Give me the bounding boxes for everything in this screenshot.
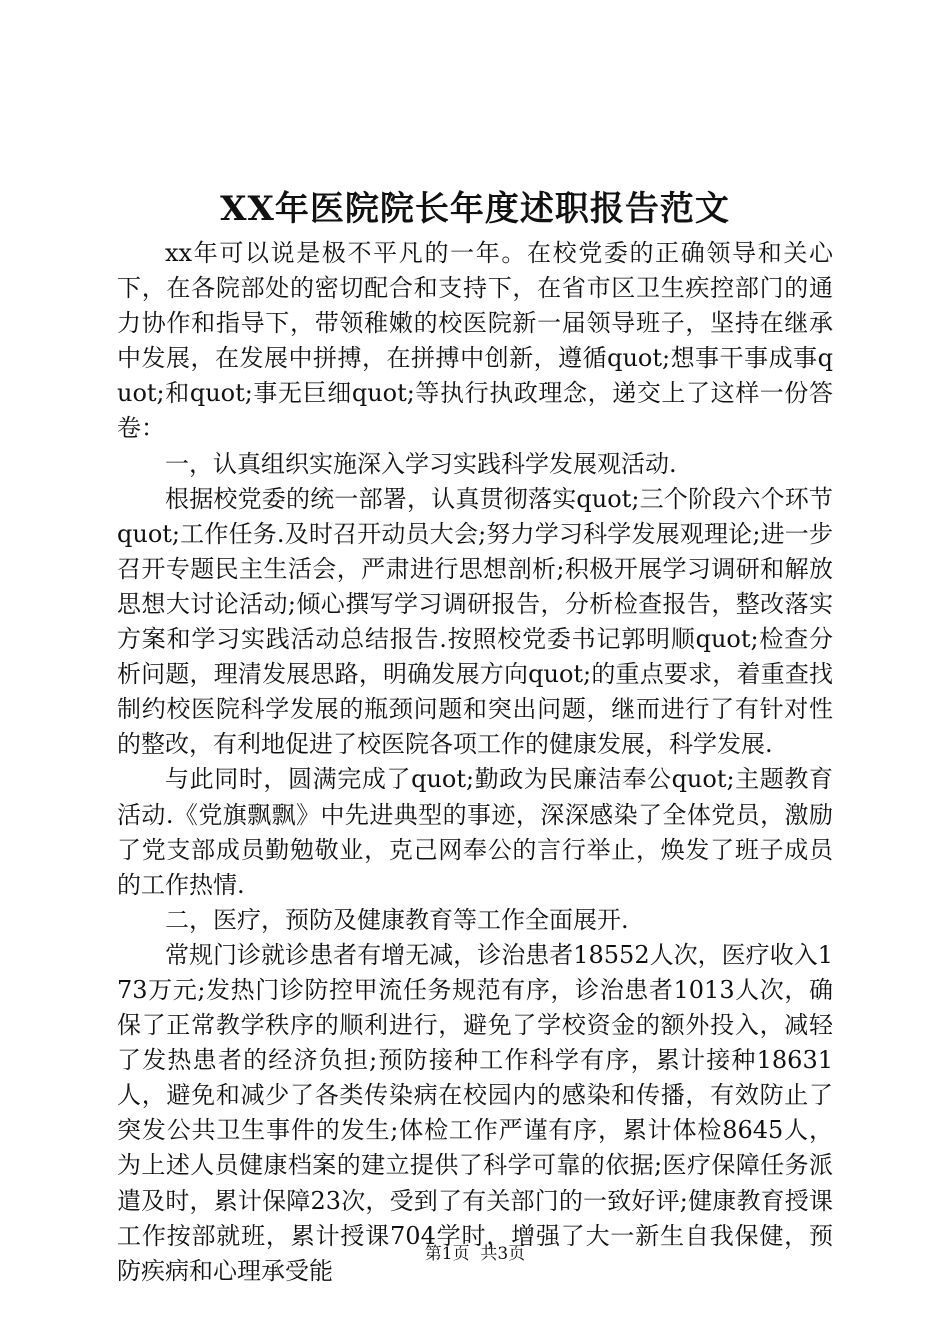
paragraph-education-activity: 与此同时，圆满完成了quot;勤政为民廉洁奉公quot;主题教育活动.《党旗飘飘》中先进典型的事迹，深深感染了全体党员，激励了党支部成员勤勉敬业，克己网奉公的言行举止，焕发了班子成员的工作热情.: [117, 765, 833, 899]
page-total: 共3页: [480, 1244, 526, 1264]
section-heading-2: 二，医疗，预防及健康教育等工作全面展开.: [165, 905, 629, 934]
page-footer: [0, 1242, 950, 1266]
paragraph-intro: xx年可以说是极不平凡的一年。在校党委的正确领导和关心下，在各院部处的密切配合和支持下，在省市区卫生疾控部门的通力协作和指导下，带领稚嫩的校医院新一届领导班子，坚持在继承中发展，在发展中拼搏，在拼搏中创新，遵循quot;想事干事成事quot;和quot;事无巨细quot;等执行执政理念，递交上了这样一份答卷：: [117, 239, 833, 443]
paragraph-medical-work: 常规门诊就诊患者有增无减，诊治患者18552人次，医疗收入173万元;发热门诊防控甲流任务规范有序，诊治患者1013人次，确保了正常教学秩序的顺利进行，避免了学校资金的额外投入，减轻了发热患者的经济负担;预防接种工作科学有序，累计接种18631人，避免和减少了各类传染病在校园内的感染和传播，有效防止了突发公共卫生事件的发生;体检工作严谨有序，累计体检8645人，为上述人员健康档案的建立提供了科学可靠的依据;医疗保障任务派遣及时，累计保障23次，受到了有关部门的一致好评;健康教育授课工作按部就班，累计授课704学时，增强了大一新生自我保健，预防疾病和心理承受能: [117, 940, 833, 1285]
page-number: 第1页: [424, 1244, 470, 1264]
document-title: XX年医院院长年度述职报告范文: [220, 189, 730, 229]
document-body: [117, 236, 833, 1289]
paragraph-study-activity: 根据校党委的统一部署，认真贯彻落实quot;三个阶段六个环节quot;工作任务.及时召开动员大会;努力学习科学发展观理论;进一步召开专题民主生活会，严肃进行思想剖析;积极开展学习调研和解放思想大讨论活动;倾心撰写学习调研报告，分析检查报告，整改落实方案和学习实践活动总结报告.按照校党委书记郭明顺quot;检查分析问题，理清发展思路，明确发展方向quot;的重点要求，着重查找制约校医院科学发展的瓶颈问题和突出问题，继而进行了有针对性的整改，有利地促进了校医院各项工作的健康发展，科学发展.: [117, 484, 833, 759]
section-heading-1: 一，认真组织实施深入学习实践科学发展观活动.: [165, 449, 677, 478]
